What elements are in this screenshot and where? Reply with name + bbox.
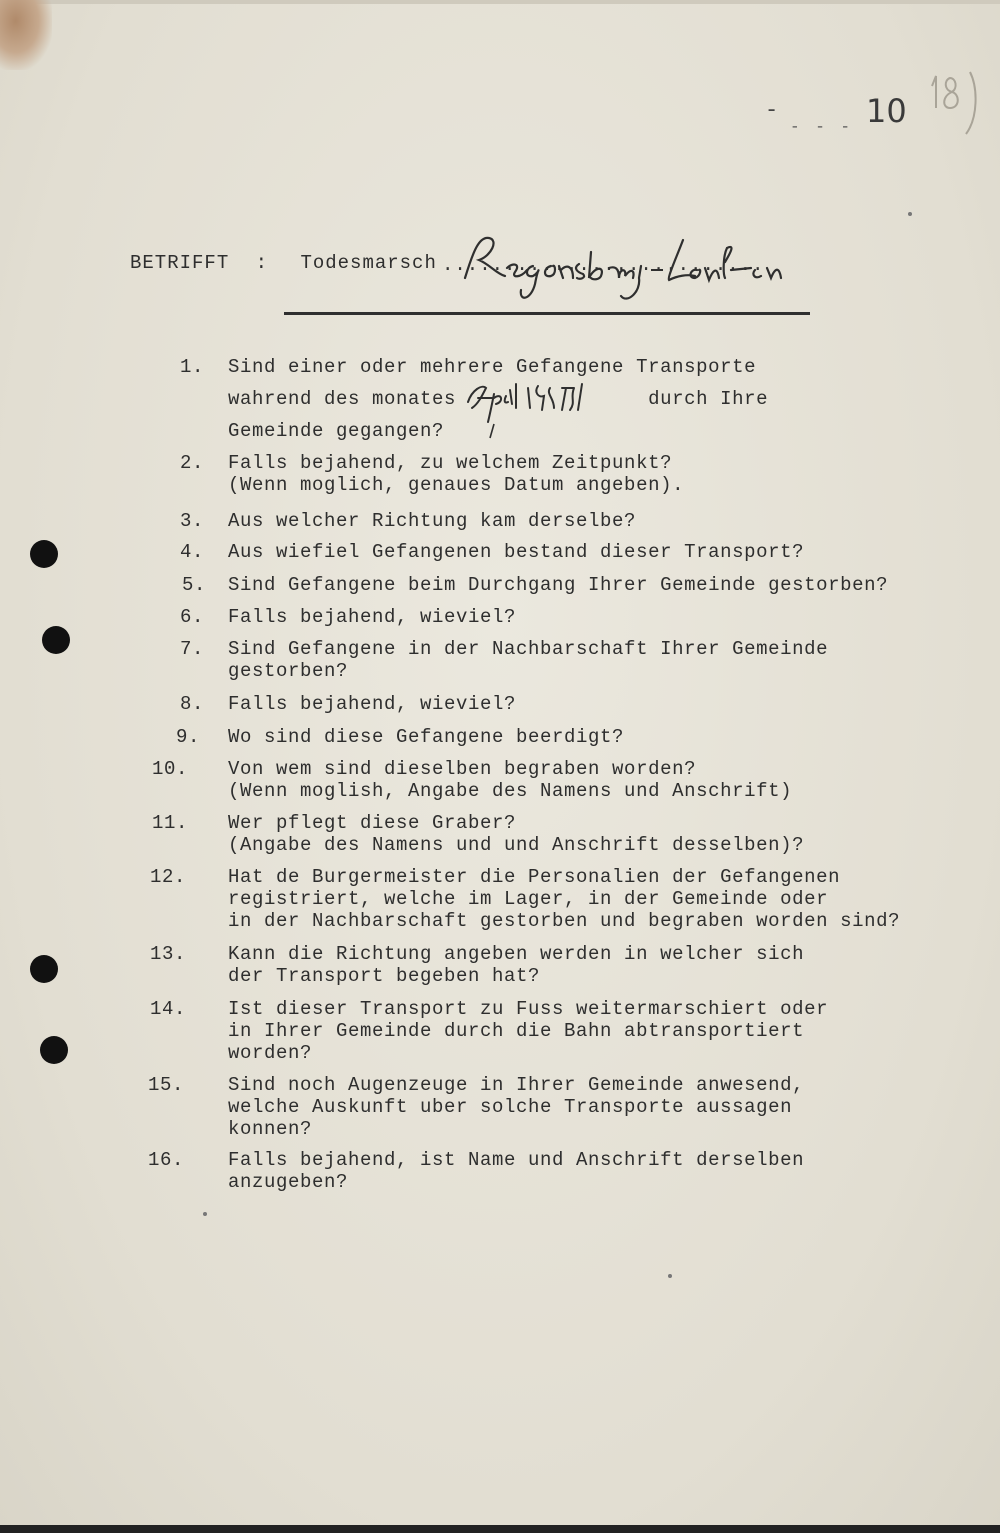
question-text-line: Kann die Richtung angeben werden in welcher sich [228, 943, 805, 965]
question-text-line: Falls bejahend, wieviel? [228, 693, 517, 715]
question-text-line: Gemeinde gegangen? [228, 420, 445, 442]
question-text-line: (Wenn moglish, Angabe des Namens und Anschrift) [228, 780, 793, 802]
paper-speck [908, 212, 912, 216]
question-text-line: konnen? [228, 1118, 313, 1140]
question-number: 7. [179, 638, 204, 660]
paper-bottom-edge [0, 1525, 1000, 1533]
corner-stain [0, 0, 52, 70]
question-number: 8. [179, 693, 204, 715]
question-text-line: in der Nachbarschaft gestorben und begraben worden sind? [228, 910, 901, 932]
subject-colon: : [255, 252, 269, 274]
question-text-line: worden? [228, 1042, 313, 1064]
punch-hole [42, 626, 70, 654]
question-text-line: Falls bejahend, zu welchem Zeitpunkt? [228, 452, 673, 474]
subject-line [130, 252, 765, 276]
question-text-line: Wer pflegt diese Graber? [228, 812, 517, 834]
question-text-line: Falls bejahend, ist Name und Anschrift derselben [228, 1149, 805, 1171]
question-number: 16. [147, 1149, 184, 1171]
question-number: 13. [149, 943, 186, 965]
question-number: 3. [179, 510, 204, 532]
page-number: 10 [866, 92, 907, 130]
handwritten-place-signature [455, 222, 815, 312]
question-text-line: Wo sind diese Gefangene beerdigt? [228, 726, 625, 748]
punch-hole [30, 955, 58, 983]
handwritten-date-signature [462, 380, 612, 440]
question-text-line: Aus wiefiel Gefangenen bestand dieser Transport? [228, 541, 805, 563]
paper-speck [668, 1274, 672, 1278]
question-number: 14. [149, 998, 186, 1020]
question-number: 9. [175, 726, 200, 748]
question-text-line: gestorben? [228, 660, 349, 682]
question-number: 2. [179, 452, 204, 474]
question-text-line: Sind noch Augenzeuge in Ihrer Gemeinde anwesend, [228, 1074, 805, 1096]
punch-hole [40, 1036, 68, 1064]
question-text-line: Hat de Burgermeister die Personalien der Gefangenen [228, 866, 841, 888]
subject-prefix: Todesmarsch [300, 252, 437, 274]
question-text-line: anzugeben? [228, 1171, 349, 1193]
question-text-line: Falls bejahend, wieviel? [228, 606, 517, 628]
question-text-line: welche Auskunft uber solche Transporte aussagen [228, 1096, 793, 1118]
question-text-line: Ist dieser Transport zu Fuss weitermarschiert oder [228, 998, 829, 1020]
question-number: 12. [149, 866, 186, 888]
page-dots: - - - [790, 118, 854, 136]
question-text-line: Aus welcher Richtung kam derselbe? [228, 510, 637, 532]
pencil-page-number [922, 68, 982, 138]
question-number: 11. [151, 812, 188, 834]
subject-fill-dots: .......................... [442, 254, 765, 276]
punch-hole [30, 540, 58, 568]
question-text-line: Sind Gefangene in der Nachbarschaft Ihrer Gemeinde [228, 638, 829, 660]
question-text-line: Sind Gefangene beim Durchgang Ihrer Gemeinde gestorben? [228, 574, 889, 596]
question-text-line: (Wenn moglich, genaues Datum angeben). [228, 474, 685, 496]
question-text-line: wahrend des monates durch Ihre [228, 388, 769, 410]
page-dash: - [765, 98, 779, 123]
paper-speck [203, 1212, 207, 1216]
question-text-line: (Angabe des Namens und und Anschrift desselben)? [228, 834, 805, 856]
question-number: 10. [151, 758, 188, 780]
question-text-line: Sind einer oder mehrere Gefangene Transporte [228, 356, 757, 378]
question-number: 15. [147, 1074, 184, 1096]
subject-underline [284, 312, 810, 315]
question-number: 1. [179, 356, 204, 378]
question-text-line: der Transport begeben hat? [228, 965, 541, 987]
question-number: 6. [179, 606, 204, 628]
question-number: 5. [181, 574, 206, 596]
question-text-line: in Ihrer Gemeinde durch die Bahn abtransportiert [228, 1020, 805, 1042]
question-text-line: registriert, welche im Lager, in der Gemeinde oder [228, 888, 829, 910]
question-number: 4. [179, 541, 204, 563]
paper-top-edge [0, 0, 1000, 4]
question-text-line: Von wem sind dieselben begraben worden? [228, 758, 697, 780]
subject-label: BETRIFFT [130, 252, 230, 274]
